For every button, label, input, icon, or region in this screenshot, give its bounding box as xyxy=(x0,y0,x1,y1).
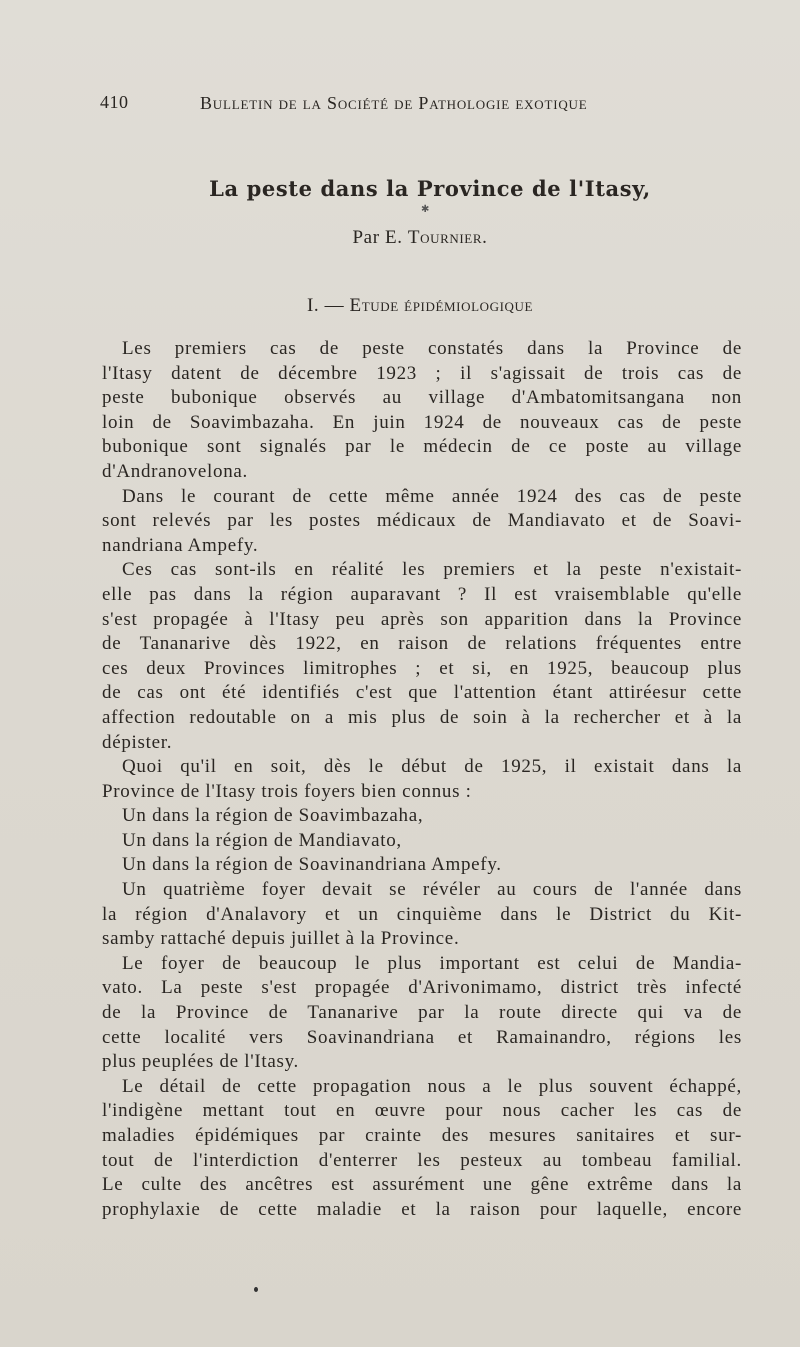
text-line: Province de l'Itasy trois foyers bien connus : xyxy=(102,780,472,802)
text-line: Le foyer de beaucoup le plus important est celui de Mandia- xyxy=(122,952,742,974)
ornament-mark: ✱ xyxy=(421,204,430,215)
text-line: dépister. xyxy=(102,731,173,753)
text-line: d'Andranovelona. xyxy=(102,460,248,482)
author-line xyxy=(0,227,800,249)
text-line: la région d'Analavory et un cinquième dans le District du Kit- xyxy=(102,903,742,925)
text-line: l'Itasy datent de décembre 1923 ; il s'agissait de trois cas de xyxy=(102,362,742,384)
section-title: Etude épidémiologique xyxy=(349,295,534,316)
text-line: peste bubonique observés au village d'Ambatomitsangana non xyxy=(102,387,742,409)
running-head xyxy=(100,92,660,118)
text-line: s'est propagée à l'Itasy peu après son apparition dans la Province xyxy=(102,608,742,630)
text-line: maladies épidémiques par crainte des mesures sanitaires et sur- xyxy=(102,1125,742,1146)
text-line: Dans le courant de cette même année 1924 des cas de peste xyxy=(122,485,742,507)
text-line: Un quatrième foyer devait se révéler au cours de l'année dans xyxy=(122,879,742,901)
text-line: Quoi qu'il en soit, dès le début de 1925, il existait dans la xyxy=(122,756,742,778)
text-line: Ces cas sont-ils en réalité les premiers et la peste n'existait- xyxy=(122,559,742,581)
text-line: de cas ont été identifiés c'est que l'attention étant attiréesur cette xyxy=(102,682,742,704)
text-line: affection redoutable on a mis plus de soin à la rechercher et à la xyxy=(102,706,742,728)
text-line: vato. La peste s'est propagée d'Arivonimamo, district très infecté xyxy=(102,977,742,999)
text-line: tout de l'interdiction d'enterrer les pesteux au tombeau familial. xyxy=(102,1149,742,1171)
text-line: de la Province de Tananarive par la route directe qui va de xyxy=(102,1002,742,1024)
journal-title: Bulletin de la Société de Pathologie exotique xyxy=(200,93,588,113)
page-number: 410 xyxy=(100,92,129,112)
text-line: elle pas dans la région auparavant ? Il est vraisemblable qu'elle xyxy=(102,583,742,605)
text-line: Un dans la région de Soavinandriana Ampefy. xyxy=(122,854,502,876)
text-line: l'indigène mettant tout en œuvre pour nous cacher les cas de xyxy=(102,1100,742,1122)
text-line: de Tananarive dès 1922, en raison de relations fréquentes entre xyxy=(102,633,742,655)
text-line: samby rattaché depuis juillet à la Province. xyxy=(102,928,460,950)
body-text xyxy=(102,337,742,1222)
text-line: ces deux Provinces limitrophes ; et si, en 1925, beaucoup plus xyxy=(102,657,742,679)
section-number: I. — xyxy=(306,295,345,316)
text-line: cette localité vers Soavinandriana et Ramainandro, régions les xyxy=(102,1026,742,1048)
text-line: bubonique sont signalés par le médecin de ce poste au village xyxy=(102,436,742,458)
author-prefix: Par E. xyxy=(352,227,403,248)
text-line: Un dans la région de Soavimbazaha, xyxy=(122,805,424,827)
article-title: La peste dans la Province de l'Itasy, xyxy=(209,176,651,201)
section-heading xyxy=(0,295,800,317)
text-line: Un dans la région de Mandiavato, xyxy=(122,829,402,851)
text-line: Le culte des ancêtres est assurément une gêne extrême dans la xyxy=(102,1174,742,1196)
author-name: Tournier. xyxy=(407,227,488,248)
text-line: loin de Soavimbazaha. En juin 1924 de nouveaux cas de peste xyxy=(102,411,742,433)
print-speck xyxy=(254,1287,258,1292)
text-line: sont relevés par les postes médicaux de Mandiavato et de Soavi- xyxy=(102,510,742,532)
text-line: Le détail de cette propagation nous a le plus souvent échappé, xyxy=(122,1075,742,1097)
text-line: nandriana Ampefy. xyxy=(102,534,259,556)
text-line: plus peuplées de l'Itasy. xyxy=(102,1051,299,1073)
text-line: Les premiers cas de peste constatés dans la Province de xyxy=(122,338,742,359)
text-line: prophylaxie de cette maladie et la raison pour laquelle, encore xyxy=(102,1198,742,1220)
